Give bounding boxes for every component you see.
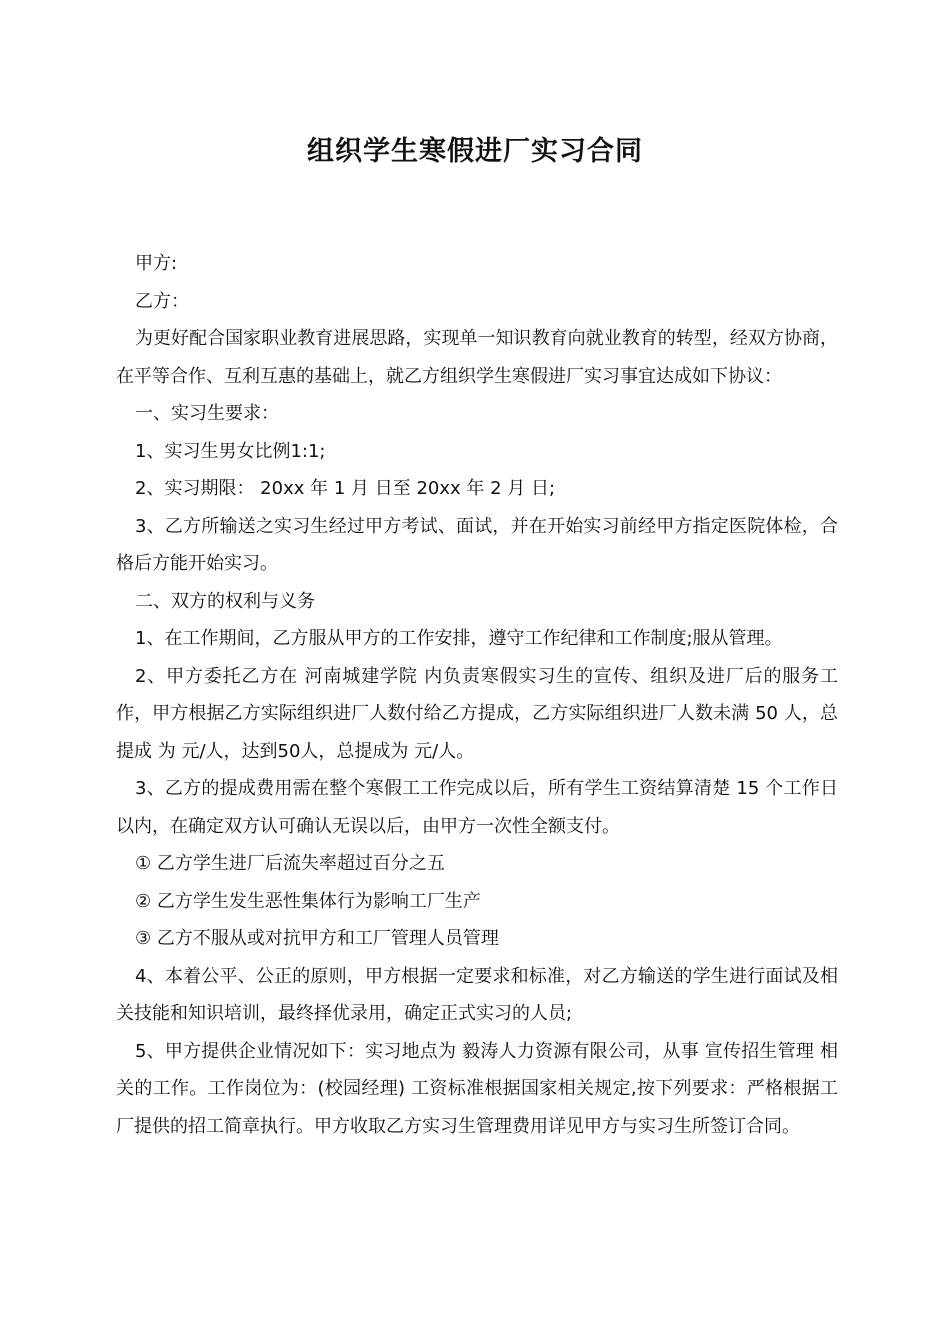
condition-item-3: ③ 乙方不服从或对抗甲方和工厂管理人员管理 (135, 928, 499, 949)
section-heading-1: 一、实习生要求： (135, 403, 279, 424)
party-b-line: 乙方： (135, 290, 189, 312)
party-a-line: 甲方: (135, 253, 178, 274)
clause-2-5: 5、甲方提供企业情况如下：实习地点为 毅涛人力资源有限公司，从事 宣传招生管理 相关的工作。工作岗位为：(校园经理) 工资标准根据国家相关规定,按下列要求：严格根据工厂提供的招工简章执行。甲方收取乙方实习生管理费用详见甲方与实习生所签订合同。 (116, 1040, 838, 1137)
document-title: 组织学生寒假进厂实习合同 (307, 136, 643, 167)
clause-1-2: 2、实习期限： 20xx 年 1 月 日至 20xx 年 2 月 日; (135, 478, 556, 499)
clause-2-3: 3、乙方的提成费用需在整个寒假工工作完成以后，所有学生工资结算清楚 15 个工作日以内，在确定双方认可确认无误以后，由甲方一次性全额支付。 (116, 778, 838, 837)
clause-1-3: 3、乙方所输送之实习生经过甲方考试、面试，并在开始实习前经甲方指定医院体检，合格后方能开始实习。 (116, 515, 838, 574)
clause-1-1: 1、实习生男女比例1:1; (135, 440, 326, 462)
condition-item-1: ① 乙方学生进厂后流失率超过百分之五 (135, 853, 445, 874)
preamble-paragraph: 为更好配合国家职业教育进展思路，实现单一知识教育向就业教育的转型，经双方协商，在平等合作、互利互惠的基础上，就乙方组织学生寒假进厂实习事宜达成如下协议： (116, 328, 838, 387)
condition-item-2: ② 乙方学生发生恶性集体行为影响工厂生产 (135, 890, 481, 912)
section-heading-2: 二、双方的权利与义务 (135, 590, 315, 612)
clause-2-2: 2、甲方委托乙方在 河南城建学院 内负责寒假实习生的宣传、组织及进厂后的服务工作，甲方根据乙方实际组织进厂人数付给乙方提成，乙方实际组织进厂人数未满 50 人，总提成 为 元/人，达到50人，总提成为 元/人。 (116, 665, 838, 762)
clause-2-1: 1、在工作期间，乙方服从甲方的工作安排，遵守工作纪律和工作制度;服从管理。 (135, 628, 783, 649)
clause-2-4: 4、本着公平、公正的原则，甲方根据一定要求和标准，对乙方输送的学生进行面试及相关技能和知识培训，最终择优录用，确定正式实习的人员; (116, 965, 838, 1024)
document-body (116, 245, 838, 1145)
